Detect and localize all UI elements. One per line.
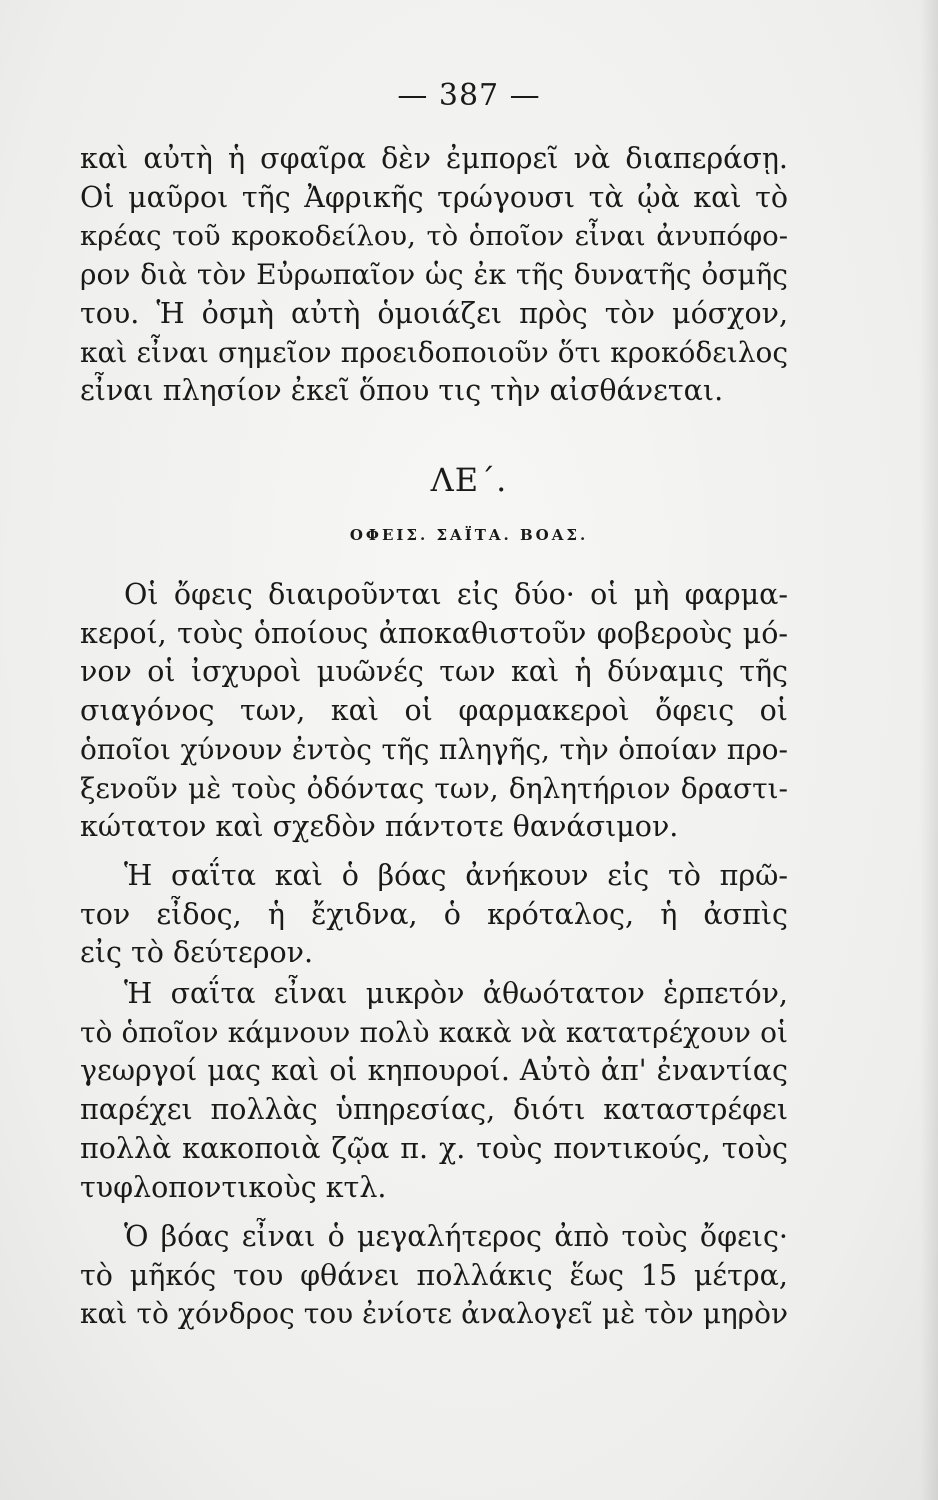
text-line: σιαγόνος των, καὶ οἱ φαρμακεροὶ ὄφεις οἱ: [80, 694, 788, 728]
top-paragraph: [80, 140, 788, 411]
page-number: — 387 —: [397, 78, 541, 113]
text-line: τον εἶδος, ἡ ἔχιδνα, ὁ κρόταλος, ἡ ἀσπὶς: [80, 897, 788, 931]
text-line: εἶναι πλησίον ἐκεῖ ὅπου τις τὴν αἰσθάνεται.: [80, 374, 724, 408]
text-line: Ἡ σαΐτα εἶναι μικρὸν ἀθωότατον ἑρπετόν,: [124, 977, 788, 1010]
chapter-heading: ΟΦΕΙΣ. ΣΑΪΤΑ. ΒΟΑΣ.: [349, 526, 589, 544]
paragraph-3: [80, 975, 788, 1207]
text-line: καὶ τὸ χόνδρος του ἐνίοτε ἀναλογεῖ μὲ τὸν μηρὸν: [80, 1297, 788, 1331]
text-line: Ὁ βόας εἶναι ὁ μεγαλήτερος ἀπὸ τοὺς ὄφεις·: [124, 1220, 788, 1253]
text-line: καὶ εἶναι σημεῖον προειδοποιοῦν ὅτι κροκόδειλος: [80, 335, 788, 369]
paragraph-1: [80, 576, 788, 847]
text-line: παρέχει πολλὰς ὑπηρεσίας, διότι καταστρέφει: [80, 1093, 788, 1127]
text-line: Ἡ σαΐτα καὶ ὁ βόας ἀνήκουν εἰς τὸ πρῶ-: [124, 859, 788, 892]
text-line: ξενοῦν μὲ τοὺς ὀδόντας των, δηλητήριον δραστι-: [80, 771, 788, 805]
text-line: τὸ ὁποῖον κάμνουν πολὺ κακὰ νὰ κατατρέχουν οἱ: [80, 1015, 788, 1049]
text-line: νον οἱ ἰσχυροὶ μυῶνές των καὶ ἡ δύναμις τῆς: [80, 655, 788, 689]
text-line: γεωργοί μας καὶ οἱ κηπουροί. Αὐτὸ ἀπ' ἐναντίας: [80, 1054, 788, 1088]
paragraph-4: [80, 1218, 788, 1334]
text-line: τυφλοποντικοὺς κτλ.: [80, 1170, 387, 1204]
text-line: καὶ αὐτὴ ἡ σφαῖρα δὲν ἐμπορεῖ νὰ διαπεράσῃ.: [80, 142, 788, 175]
text-line: κεροί, τοὺς ὁποίους ἀποκαθιστοῦν φοβεροὺς μό-: [80, 616, 788, 650]
text-line: ρον διὰ τὸν Εὐρωπαῖον ὡς ἐκ τῆς δυνατῆς ὀσμῆς: [80, 258, 788, 292]
text-line: ὁποῖοι χύνουν ἐντὸς τῆς πληγῆς, τὴν ὁποίαν προ-: [80, 732, 788, 766]
text-line: Οἱ μαῦροι τῆς Ἀφρικῆς τρώγουσι τὰ ᾠὰ καὶ τὸ: [80, 180, 788, 214]
paragraph-2: [80, 857, 788, 973]
text-line: πολλὰ κακοποιὰ ζῷα π. χ. τοὺς ποντικούς, τοὺς: [80, 1131, 788, 1165]
text-line: εἰς τὸ δεύτερον.: [80, 936, 314, 970]
text-line: Οἱ ὄφεις διαιροῦνται εἰς δύο· οἱ μὴ φαρμα-: [124, 578, 788, 611]
text-line: τὸ μῆκός του φθάνει πολλάκις ἕως 15 μέτρα,: [80, 1258, 788, 1292]
text-line: του. Ἡ ὀσμὴ αὐτὴ ὁμοιάζει πρὸς τὸν μόσχον,: [80, 296, 788, 330]
text-line: κώτατον καὶ σχεδὸν πάντοτε θανάσιμον.: [80, 810, 679, 844]
chapter-number: ΛΕ΄.: [430, 461, 508, 499]
text-line: κρέας τοῦ κροκοδείλου, τὸ ὁποῖον εἶναι ἀνυπόφο-: [80, 220, 788, 253]
page-edge-shadow: [920, 0, 938, 1500]
